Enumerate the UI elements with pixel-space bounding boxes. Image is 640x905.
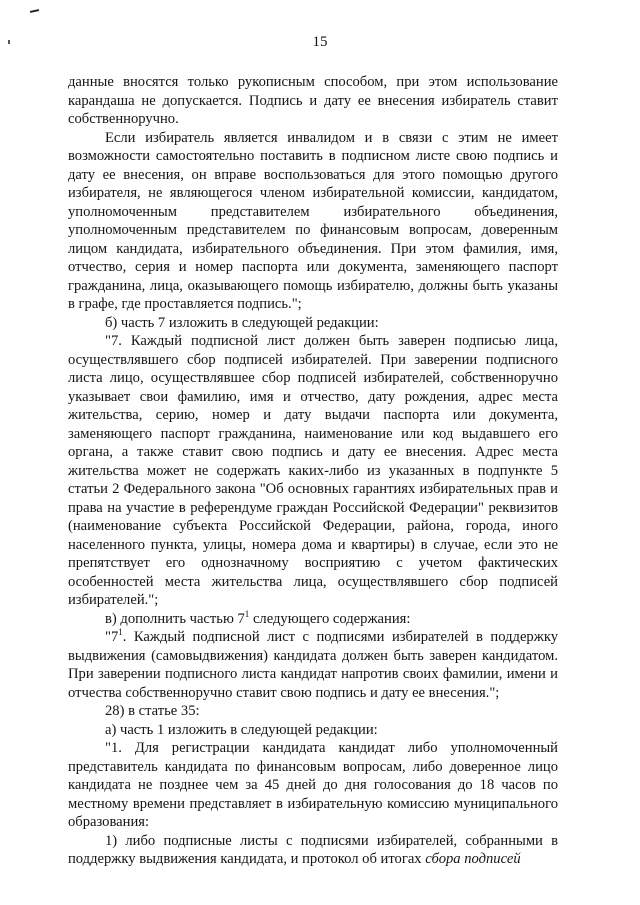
paragraph-subitem-1 <box>68 832 558 869</box>
paragraph-amendment-v <box>68 610 558 629</box>
page-number: 15 <box>312 34 328 50</box>
superscript: 1 <box>118 627 123 637</box>
paragraph-item-28: 28) в статье 35: <box>105 703 200 719</box>
part-7-1-rest: . Каждый подписной лист с подписями избирателей в поддержку выдвижения (самовыдвижения) кандидата должен быть заверен кандидатом. При заверении подписного листа кандидат напротив своих фамилии, имени и отчества собственноручно ставит свою подпись и дату ее внесения."; <box>68 629 558 701</box>
paragraph-amendment-a: а) часть 1 изложить в следующей редакции: <box>105 721 378 738</box>
paragraph-part-1-text: "1. Для регистрации кандидата кандидат либо уполномоченный представитель кандидата по финансовым вопросам, либо доверенное лицо кандидата не позднее чем за 45 дней до дня голосования до 18 часов по местному времени представляет в избирательную комиссию муниципального образования: <box>68 740 558 830</box>
paragraph-amendment-b: б) часть 7 изложить в следующей редакции: <box>105 314 379 331</box>
amendment-v-text: в) дополнить частью 7 <box>105 610 245 627</box>
paragraph-continuation: данные вносятся только рукописным способом, при этом использование карандаша не допускается. Подпись и дату ее внесения избиратель ставит собственноручно. <box>68 74 558 127</box>
document-body <box>68 73 558 869</box>
scan-artifact-mark <box>30 9 39 13</box>
superscript: 1 <box>244 608 250 619</box>
subitem-1-text: 1) либо подписные листы с подписями избирателей, собранными в поддержку выдвижения кандидата, и протокол об итогах <box>68 832 558 867</box>
paragraph-disabled-voter: Если избиратель является инвалидом и в связи с этим не имеет возможности самостоятельно поставить в подписном листе свою подпись и дату ее внесения, он вправе воспользоваться для этого помощью другого избирателя, не являющегося членом избирательной комиссии, кандидатом, уполномоченным представителем избирательного объединения, уполномоченным представителем по финансовым вопросам, доверенным лицом кандидата, избирательного объединения. При этом фамилия, имя, отчество, серия и номер паспорта или документа, заменяющего паспорт гражданина, лица, оказывающего помощь избирателю, должны быть указаны в графе, где проставляется подпись."; <box>68 129 558 312</box>
paragraph-part-7-1-text <box>68 628 558 702</box>
paragraph-part-7-text: "7. Каждый подписной лист должен быть заверен подписью лица, осуществлявшего сбор подписей избирателей. При заверении подписного листа лицо, осуществлявшее сбор подписей избирателей, собственноручно указывает свои фамилию, имя и отчество, дату рождения, адрес места жительства, серию, номер и дату выдачи паспорта или документа, заменяющего паспорт гражданина, наименование или код выдавшего его органа, а также ставит свою подпись и дату ее внесения. Адрес места жительства может не содержать каких-либо из указанных в подпункте 5 статьи 2 Федерального закона "Об основных гарантиях избирательных прав и права на участие в референдуме граждан Российской Федерации" реквизитов (наименование субъекта Российской Федерации, района, города, иного населенного пункта, улицы, номера дома и квартиры) в случае, если это не препятствует его однозначному восприятию с учетом фактических особенностей места жительства лица, осуществлявшего сбор подписей избирателей."; <box>68 333 558 608</box>
part-7-1-open: "7 <box>105 629 119 645</box>
subitem-1-italic-text: сбора подписей <box>421 851 521 867</box>
amendment-v-text-rest: следующего содержания: <box>249 610 411 627</box>
